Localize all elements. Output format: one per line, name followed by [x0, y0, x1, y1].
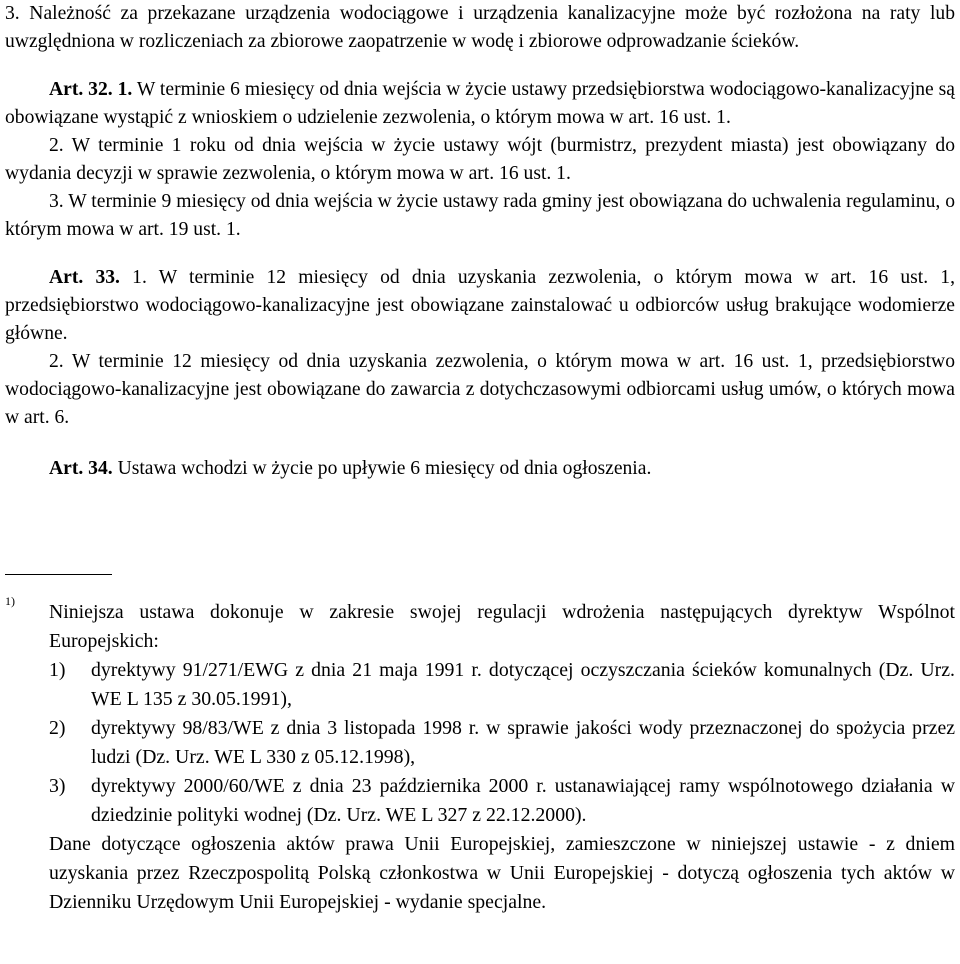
list-item-text: dyrektywy 98/83/WE z dnia 3 listopada 1998 r. w sprawie jakości wody przeznaczonej do spożycia przez ludzi (Dz. Urz. WE L 330 z 05.12.1998),: [91, 717, 955, 768]
art32-p1-number: 1.: [117, 79, 133, 100]
footnote-body: [49, 598, 955, 917]
list-item-number: 1): [49, 659, 66, 681]
list-item-text: dyrektywy 91/271/EWG z dnia 21 maja 1991 r. dotyczącej oczyszczania ścieków komunalnych (Dz. Urz. WE L 135 z 30.05.1991),: [91, 659, 955, 710]
footnote: [5, 594, 955, 917]
list-item: [49, 714, 955, 772]
art33-p1-text: 1. W terminie 12 miesięcy od dnia uzyskania zezwolenia, o którym mowa w art. 16 ust. 1, przedsiębiorstwo wodociągowo-kanalizacyjne jest obowiązane zainstalować u odbiorców usług brakujące wodomierze główne.: [5, 267, 955, 344]
art33-paragraph-2: 2. W terminie 12 miesięcy od dnia uzyskania zezwolenia, o którym mowa w art. 16 ust. 1, przedsiębiorstwo wodociągowo-kanalizacyjne jest obowiązane do zawarcia z dotychczasowymi odbiorcami usług umów, o których mowa w art. 6.: [5, 351, 955, 428]
art34-label: Art. 34.: [49, 458, 113, 479]
art32-paragraph-3: 3. W terminie 9 miesięcy od dnia wejścia w życie ustawy rada gminy jest obowiązana do uchwalenia regulaminu, o którym mowa w art. 19 ust. 1.: [5, 191, 955, 240]
list-item-text: dyrektywy 2000/60/WE z dnia 23 października 2000 r. ustanawiającej ramy wspólnotowego działania w dziedzinie polityki wodnej (Dz. Urz. WE L 327 z 22.12.2000).: [91, 775, 955, 826]
art32-label: Art. 32.: [49, 79, 113, 100]
footnote-intro: Niniejsza ustawa dokonuje w zakresie swojej regulacji wdrożenia następujących dyrektyw Wspólnot Europejskich:: [49, 601, 955, 652]
list-item: [49, 656, 955, 714]
footnote-marker: 1): [5, 594, 15, 608]
list-item: [49, 772, 955, 830]
footnote-closing: Dane dotyczące ogłoszenia aktów prawa Unii Europejskiej, zamieszczone w niniejszej ustawie - z dniem uzyskania przez Rzeczpospolitą Polską członkostwa w Unii Europejskiej - dotyczą ogłoszenia tych aktów w Dzienniku Urzędowym Unii Europejskiej - wydanie specjalne.: [49, 833, 955, 913]
document-page: [5, 0, 955, 913]
art34-paragraph: [5, 455, 955, 483]
art34-text: Ustawa wchodzi w życie po upływie 6 miesięcy od dnia ogłoszenia.: [112, 458, 652, 479]
art32-paragraph-1: [5, 76, 955, 132]
directive-list: [49, 656, 955, 830]
art33-label: Art. 33.: [49, 267, 120, 288]
art32-p1-text: W terminie 6 miesięcy od dnia wejścia w życie ustawy przedsiębiorstwa wodociągowo-kanalizacyjne są obowiązane wystąpić z wnioskiem o udzielenie zezwolenia, o którym mowa w art. 16 ust. 1.: [5, 79, 955, 128]
list-item-number: 2): [49, 717, 66, 739]
art31-paragraph-3: 3. Należność za przekazane urządzenia wodociągowe i urządzenia kanalizacyjne może być rozłożona na raty lub uwzględniona w rozliczeniach za zbiorowe zaopatrzenie w wodę i zbiorowe odprowadzanie ścieków.: [5, 3, 955, 52]
art33-paragraph-1: [5, 264, 955, 348]
list-item-number: 3): [49, 775, 66, 797]
art32-paragraph-2: 2. W terminie 1 roku od dnia wejścia w życie ustawy wójt (burmistrz, prezydent miasta) jest obowiązany do wydania decyzji w sprawie zezwolenia, o którym mowa w art. 16 ust. 1.: [5, 135, 955, 184]
footnote-separator: [5, 574, 112, 575]
